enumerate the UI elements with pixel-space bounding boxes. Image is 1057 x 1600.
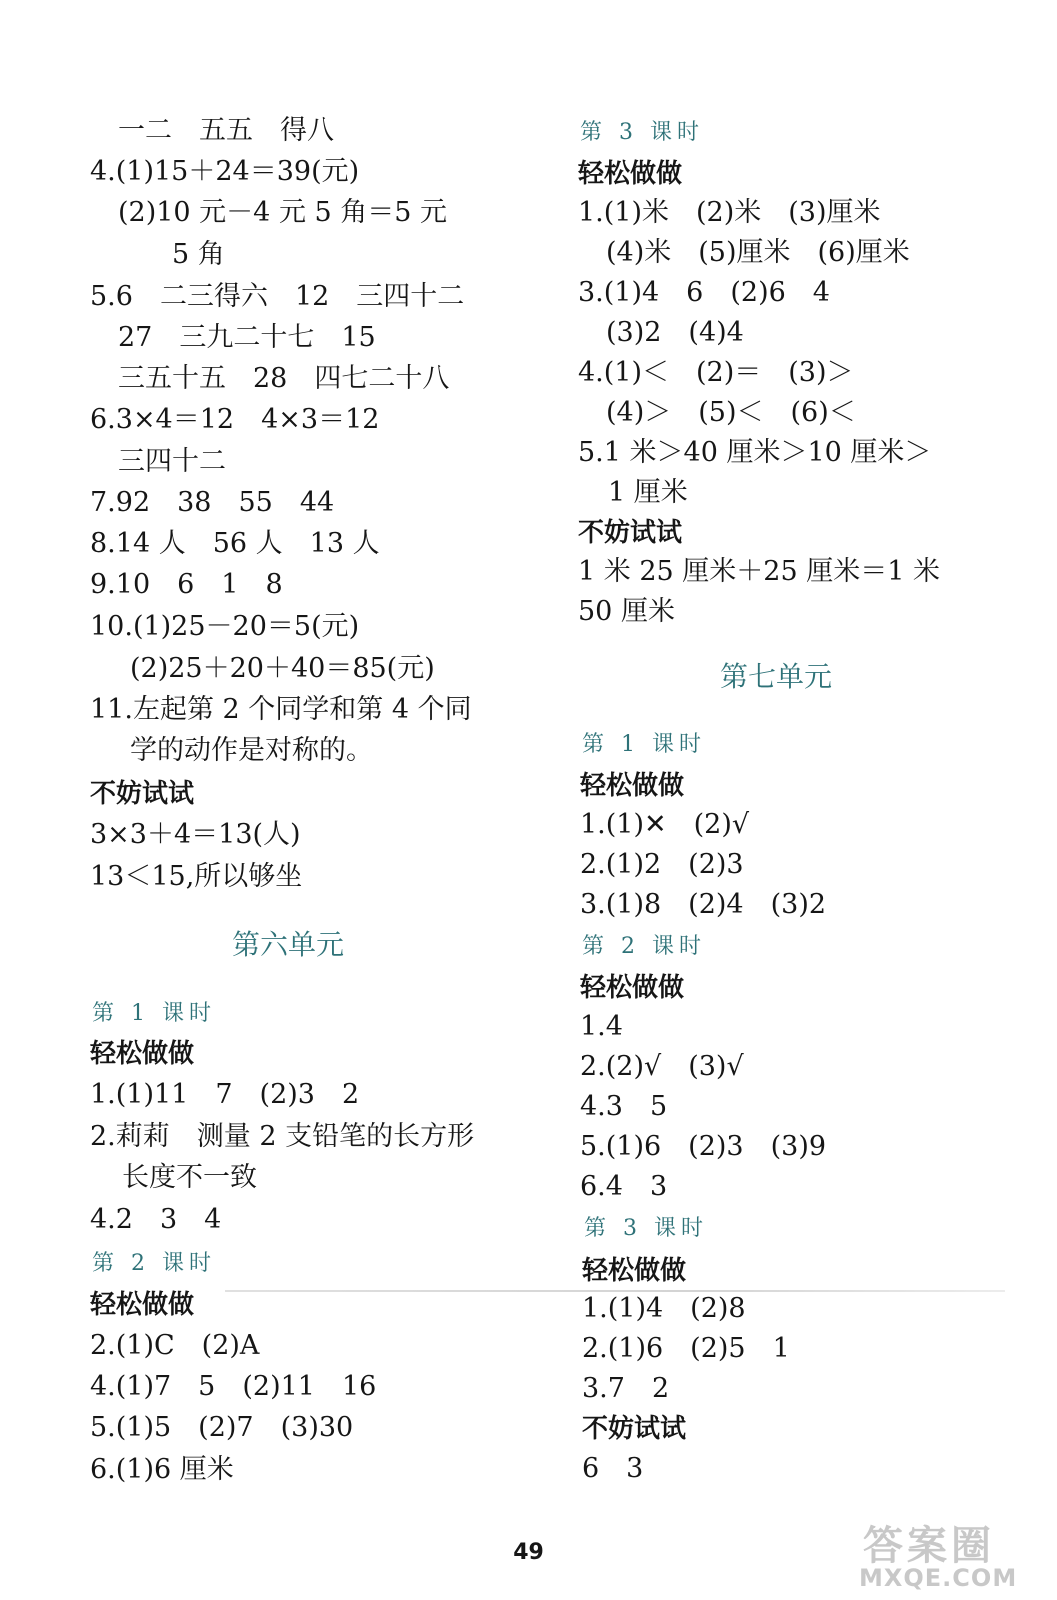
answer-line: 11.左起第 2 个同学和第 4 个同 (90, 694, 472, 725)
lesson-title: 第 3 课时 (580, 120, 704, 145)
unit-title: 第七单元 (720, 660, 833, 693)
answer-line: 一二 五五 得八 (118, 115, 334, 146)
answer-line: 5.(1)6 (2)3 (3)9 (580, 1131, 827, 1162)
answer-line: 2.莉莉 测量 2 支铅笔的长方形 (90, 1121, 475, 1152)
answer-line: 1 厘米 (608, 477, 688, 508)
watermark-text: 答案圈 (863, 1523, 995, 1569)
answer-line: 1.(1)4 (2)8 (582, 1293, 746, 1324)
answer-line: 学的动作是对称的。 (130, 735, 373, 766)
answer-line: 2.(1)C (2)A (90, 1330, 260, 1361)
answer-line: 6 3 (582, 1453, 644, 1484)
answer-line: 1.(1)11 7 (2)3 2 (90, 1079, 360, 1110)
watermark-logo (855, 1514, 1035, 1592)
answer-line: 3.(1)4 6 (2)6 4 (578, 277, 830, 308)
answer-line: 长度不一致 (122, 1162, 257, 1193)
section-heading-practice: 轻松做做 (90, 1290, 195, 1320)
answer-line: (4)＞ (5)＜ (6)＜ (606, 397, 856, 428)
answer-line: (2)10 元－4 元 5 角＝5 元 (118, 197, 448, 228)
scan-divider-line (225, 1290, 1005, 1292)
answer-line: (4)米 (5)厘米 (6)厘米 (606, 237, 910, 268)
answer-line: 5.6 二三得六 12 三四十二 (90, 281, 465, 312)
answer-line: 10.(1)25－20＝5(元) (90, 611, 360, 642)
page-number: 49 (513, 1540, 544, 1565)
section-heading-practice: 轻松做做 (580, 973, 685, 1003)
lesson-title: 第 1 课时 (582, 732, 706, 757)
section-heading-practice: 轻松做做 (578, 159, 683, 189)
answer-line: 13＜15,所以够坐 (90, 861, 303, 892)
watermark-url: MXQE.COM (859, 1564, 1018, 1592)
answer-line: 7.92 38 55 44 (90, 487, 335, 518)
answer-line: (3)2 (4)4 (606, 317, 744, 348)
answer-line: 4.(1)7 5 (2)11 16 (90, 1371, 377, 1402)
answer-line: 5.1 米＞40 厘米＞10 厘米＞ (578, 437, 932, 468)
lesson-title: 第 1 课时 (92, 1001, 216, 1026)
section-heading-try: 不妨试试 (578, 518, 683, 548)
section-heading-practice: 轻松做做 (582, 1256, 687, 1286)
answer-line: 5 角 (172, 239, 225, 270)
answer-line: 27 三九二十七 15 (118, 322, 376, 353)
answer-line: 3.7 2 (582, 1373, 670, 1404)
answer-line: 8.14 人 56 人 13 人 (90, 528, 380, 559)
section-heading-practice: 轻松做做 (90, 1039, 195, 1069)
answer-line: 9.10 6 1 8 (90, 569, 283, 600)
lesson-title: 第 3 课时 (584, 1216, 708, 1241)
answer-line: 4.2 3 4 (90, 1204, 222, 1235)
answer-line: 6.3×4＝12 4×3＝12 (90, 404, 380, 435)
answer-line: 6.(1)6 厘米 (90, 1454, 234, 1485)
answer-line: (2)25＋20＋40＝85(元) (130, 653, 435, 684)
answer-line: 1.(1)米 (2)米 (3)厘米 (578, 197, 881, 228)
answer-line: 三五十五 28 四七二十八 (118, 363, 450, 394)
answer-line: 1.4 (580, 1011, 623, 1042)
answer-line: 2.(2)√ (3)√ (580, 1051, 744, 1082)
answer-line: 3×3＋4＝13(人) (90, 819, 301, 850)
answer-line: 50 厘米 (578, 596, 675, 627)
answer-line: 5.(1)5 (2)7 (3)30 (90, 1412, 354, 1443)
answer-line: 2.(1)2 (2)3 (580, 849, 744, 880)
answer-line: 4.3 5 (580, 1091, 668, 1122)
answer-line: 6.4 3 (580, 1171, 668, 1202)
unit-title: 第六单元 (232, 928, 345, 961)
answer-line: 3.(1)8 (2)4 (3)2 (580, 889, 827, 920)
lesson-title: 第 2 课时 (92, 1251, 216, 1276)
answer-line: 1.(1)✕ (2)√ (580, 809, 750, 840)
answer-line: 三四十二 (118, 446, 226, 477)
answer-line: 1 米 25 厘米＋25 厘米＝1 米 (578, 556, 940, 587)
section-heading-practice: 轻松做做 (580, 771, 685, 801)
lesson-title: 第 2 课时 (582, 934, 706, 959)
answer-line: 4.(1)15＋24＝39(元) (90, 156, 360, 187)
answer-line: 2.(1)6 (2)5 1 (582, 1333, 790, 1364)
section-heading-try: 不妨试试 (582, 1414, 687, 1444)
answer-line: 4.(1)＜ (2)＝ (3)＞ (578, 357, 854, 388)
section-heading-try: 不妨试试 (90, 779, 195, 809)
